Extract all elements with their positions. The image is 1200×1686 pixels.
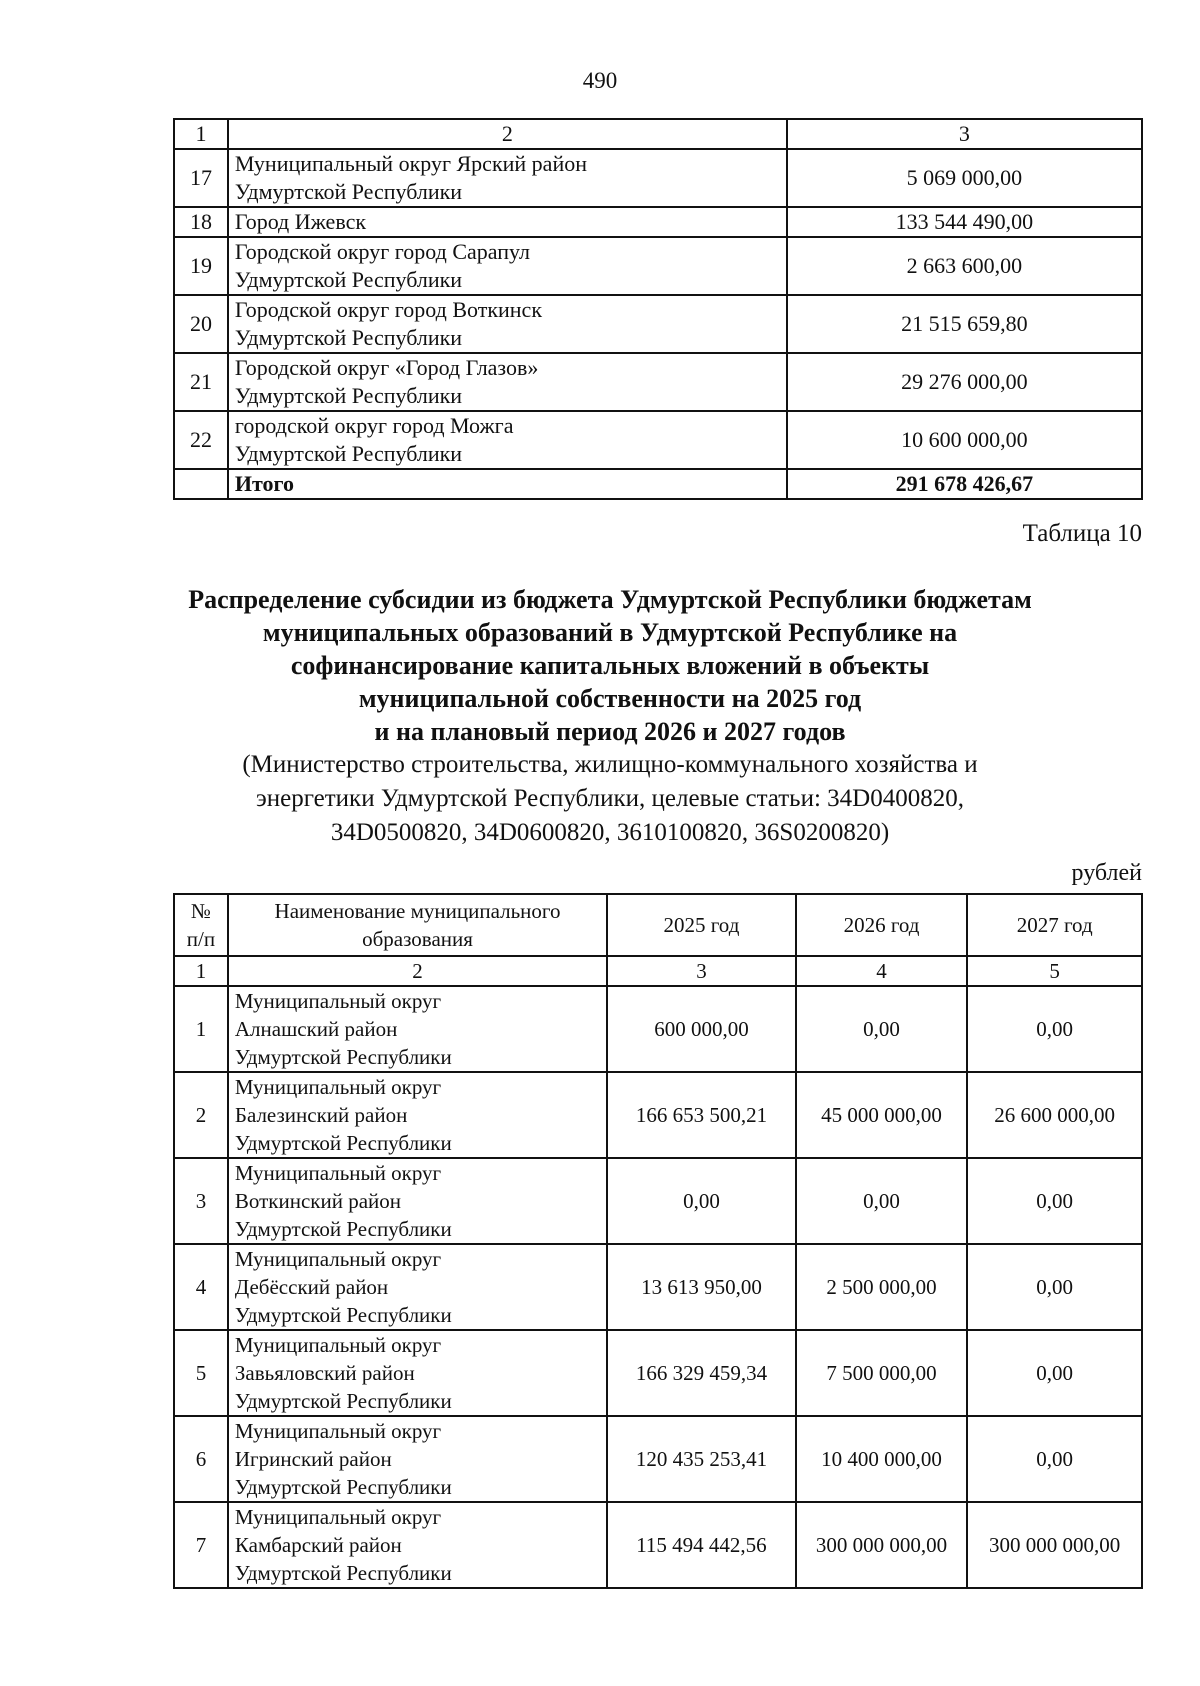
table-caption: Таблица 10 (1022, 520, 1142, 547)
municipality-name-line: Алнашский район (234, 1017, 398, 1041)
table-subtitle-line: 34D0500820, 34D0600820, 3610100820, 36S0200820) (330, 819, 890, 846)
header-municipality (228, 894, 607, 956)
amount-cell: 21 515 659,80 (787, 295, 1142, 353)
header-number-line: № (190, 899, 211, 923)
row-number: 21 (174, 353, 228, 411)
municipality-name-line: Удмуртской Республики (234, 383, 463, 408)
municipality-name-line: Завьяловский район (234, 1361, 415, 1385)
row-number: 22 (174, 411, 228, 469)
municipality-name-line: Муниципальный округ (234, 1505, 442, 1529)
municipality-name (228, 411, 787, 469)
total-amount: 291 678 426,67 (787, 469, 1142, 499)
municipality-name-line: Удмуртской Республики (234, 1389, 452, 1413)
municipality-name-line: Удмуртской Республики (234, 441, 463, 466)
table-row (174, 1244, 1142, 1330)
amount-2025: 13 613 950,00 (607, 1244, 796, 1330)
amount-2026: 300 000 000,00 (796, 1502, 968, 1588)
amount-2027: 0,00 (967, 1416, 1142, 1502)
table-row (174, 237, 1142, 295)
amount-2027: 26 600 000,00 (967, 1072, 1142, 1158)
table-title-line: и на плановый период 2026 и 2027 годов (374, 717, 846, 746)
table-row (174, 986, 1142, 1072)
table-subtitle-line: (Министерство строительства, жилищно-коммунального хозяйства и (242, 751, 978, 778)
header-municipality-line: Наименование муниципального (274, 899, 561, 923)
row-number: 1 (174, 986, 228, 1072)
amount-2027: 0,00 (967, 1330, 1142, 1416)
table-header-row (174, 894, 1142, 956)
column-index-cell: 3 (607, 956, 796, 986)
subsidy-table-continued (173, 118, 1143, 500)
municipality-name (228, 1158, 607, 1244)
amount-cell: 10 600 000,00 (787, 411, 1142, 469)
header-2026: 2026 год (796, 894, 968, 956)
amount-2025: 0,00 (607, 1158, 796, 1244)
municipality-name-line: Муниципальный округ Ярский район (234, 151, 587, 176)
table-row (174, 1330, 1142, 1416)
row-number: 3 (174, 1158, 228, 1244)
column-index-cell: 5 (967, 956, 1142, 986)
empty-cell (174, 469, 228, 499)
amount-2027: 300 000 000,00 (967, 1502, 1142, 1588)
municipality-name-line: Муниципальный округ (234, 1333, 442, 1357)
column-index-cell: 1 (174, 956, 228, 986)
table-row (174, 295, 1142, 353)
table-title-line: Распределение субсидии из бюджета Удмуртской Республики бюджетам (188, 585, 1032, 614)
row-number: 19 (174, 237, 228, 295)
municipality-name-line: Удмуртской Республики (234, 1303, 452, 1327)
table-row (174, 1416, 1142, 1502)
table-row (174, 1072, 1142, 1158)
page-number: 490 (582, 68, 618, 93)
row-number: 4 (174, 1244, 228, 1330)
table-title-line: муниципальной собственности на 2025 год (358, 684, 862, 713)
municipality-name (228, 295, 787, 353)
header-number (174, 894, 228, 956)
row-number: 7 (174, 1502, 228, 1588)
municipality-name-line: Удмуртской Республики (234, 267, 463, 292)
amount-2026: 2 500 000,00 (796, 1244, 968, 1330)
amount-cell: 133 544 490,00 (787, 207, 1142, 237)
row-number: 20 (174, 295, 228, 353)
municipality-name: Город Ижевск (228, 207, 787, 237)
column-index-cell: 3 (787, 119, 1142, 149)
header-number-line: п/п (186, 927, 216, 951)
amount-2027: 0,00 (967, 986, 1142, 1072)
amount-2025: 166 329 459,34 (607, 1330, 796, 1416)
municipality-name-line: Городской округ город Воткинск (234, 297, 543, 322)
table-subtitle-line: энергетики Удмуртской Республики, целевые статьи: 34D0400820, (256, 785, 964, 812)
municipality-name (228, 353, 787, 411)
table-row (174, 207, 1142, 237)
table-row (174, 149, 1142, 207)
total-row (174, 469, 1142, 499)
municipality-name-line: Игринский район (234, 1447, 392, 1471)
column-index-cell: 2 (228, 956, 607, 986)
total-label: Итого (228, 469, 787, 499)
municipality-name (228, 237, 787, 295)
row-number: 18 (174, 207, 228, 237)
table-row (174, 411, 1142, 469)
amount-2027: 0,00 (967, 1158, 1142, 1244)
municipality-name (228, 1502, 607, 1588)
amount-2026: 7 500 000,00 (796, 1330, 968, 1416)
municipality-name-line: Балезинский район (234, 1103, 408, 1127)
amount-2025: 115 494 442,56 (607, 1502, 796, 1588)
amount-cell: 29 276 000,00 (787, 353, 1142, 411)
table-index-row (174, 956, 1142, 986)
municipality-name-line: Воткинский район (234, 1189, 402, 1213)
column-index-cell: 2 (228, 119, 787, 149)
municipality-name-line: Муниципальный округ (234, 1075, 442, 1099)
municipality-name (228, 1416, 607, 1502)
municipality-name-line: Удмуртской Республики (234, 1475, 452, 1499)
municipality-name (228, 1244, 607, 1330)
amount-2025: 120 435 253,41 (607, 1416, 796, 1502)
municipality-name-line: Дебёсский район (234, 1275, 389, 1299)
municipality-name-line: Камбарский район (234, 1533, 402, 1557)
municipality-name-line: Удмуртской Республики (234, 179, 463, 204)
amount-2026: 10 400 000,00 (796, 1416, 968, 1502)
amount-2025: 166 653 500,21 (607, 1072, 796, 1158)
amount-cell: 2 663 600,00 (787, 237, 1142, 295)
municipality-name (228, 986, 607, 1072)
municipality-name-line: Удмуртской Республики (234, 1045, 452, 1069)
row-number: 6 (174, 1416, 228, 1502)
municipality-name (228, 149, 787, 207)
header-municipality-line: образования (362, 927, 473, 951)
table-row (174, 1502, 1142, 1588)
amount-2027: 0,00 (967, 1244, 1142, 1330)
municipality-name-line: Муниципальный округ (234, 1247, 442, 1271)
municipality-name-line: Удмуртской Республики (234, 1217, 452, 1241)
municipality-name-line: Муниципальный округ (234, 1161, 442, 1185)
column-index-cell: 4 (796, 956, 968, 986)
amount-2026: 45 000 000,00 (796, 1072, 968, 1158)
municipality-name-line: Удмуртской Республики (234, 1561, 452, 1585)
municipality-name-line: Удмуртской Республики (234, 325, 463, 350)
municipality-name-line: Муниципальный округ (234, 989, 442, 1013)
table-title (110, 583, 1110, 748)
municipality-name-line: Городской округ город Сарапул (234, 239, 531, 264)
municipality-name (228, 1072, 607, 1158)
municipality-name-line: Городской округ «Город Глазов» (234, 355, 539, 380)
amount-2025: 600 000,00 (607, 986, 796, 1072)
amount-2026: 0,00 (796, 986, 968, 1072)
municipality-name-line: Муниципальный округ (234, 1419, 442, 1443)
row-number: 2 (174, 1072, 228, 1158)
municipality-name-line: Удмуртской Республики (234, 1131, 452, 1155)
header-2025: 2025 год (607, 894, 796, 956)
amount-2026: 0,00 (796, 1158, 968, 1244)
row-number: 5 (174, 1330, 228, 1416)
column-index-cell: 1 (174, 119, 228, 149)
table-row (174, 353, 1142, 411)
table-title-line: софинансирование капитальных вложений в объекты (290, 651, 930, 680)
subsidy-distribution-table (173, 893, 1143, 1589)
header-2027: 2027 год (967, 894, 1142, 956)
units-label: рублей (1071, 860, 1142, 886)
table-title-line: муниципальных образований в Удмуртской Республике на (262, 618, 958, 647)
table-subtitle (110, 748, 1110, 850)
amount-cell: 5 069 000,00 (787, 149, 1142, 207)
table-row (174, 1158, 1142, 1244)
row-number: 17 (174, 149, 228, 207)
municipality-name-line: городской округ город Можга (234, 413, 514, 438)
municipality-name (228, 1330, 607, 1416)
table-index-row (174, 119, 1142, 149)
